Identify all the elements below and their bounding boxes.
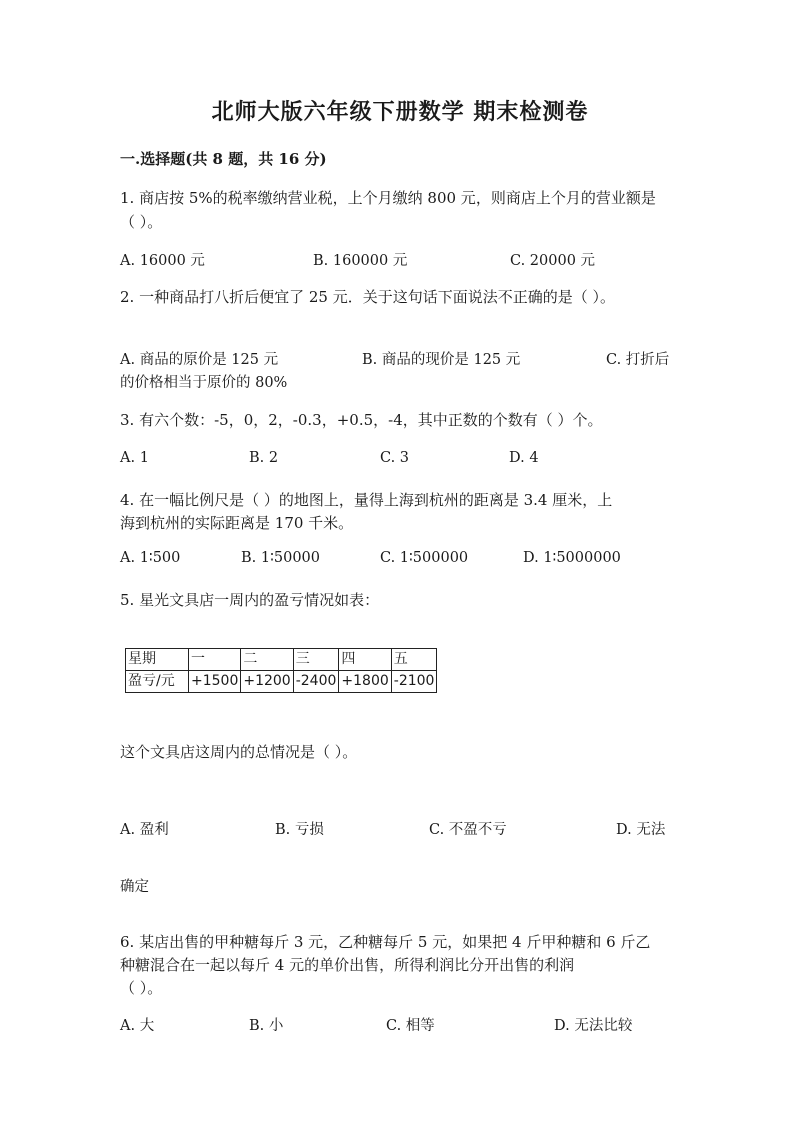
table-header-cell: 一 [189, 649, 241, 671]
table-header-cell: 二 [241, 649, 293, 671]
table-header-cell: 四 [339, 649, 391, 671]
question-3-option-d: D. 4 [509, 450, 539, 466]
question-5-option-b: B. 亏损 [275, 822, 324, 838]
table-cell: -2400 [293, 671, 339, 693]
question-4-line-1: 4. 在一幅比例尺是（ ）的地图上，量得上海到杭州的距离是 3.4 厘米，上 [120, 491, 613, 509]
question-4-option-d: D. 1∶5000000 [523, 550, 621, 566]
profit-loss-table [125, 648, 437, 693]
question-1-option-a: A. 16000 元 [120, 253, 205, 269]
question-3-option-a: A. 1 [120, 450, 149, 466]
question-1-option-c: C. 20000 元 [510, 253, 596, 269]
question-2-option-c-continued: 的价格相当于原价的 80% [120, 375, 288, 391]
table-row [126, 671, 437, 693]
question-5-option-d: D. 无法 [616, 822, 666, 838]
question-4-line-2: 海到杭州的实际距离是 170 千米。 [120, 514, 354, 532]
question-3-option-b: B. 2 [249, 450, 279, 466]
table-cell: -2100 [391, 671, 437, 693]
question-2-line-1: 2. 一种商品打八折后便宜了 25 元．关于这句话下面说法不正确的是（ ）。 [120, 288, 615, 306]
table-header-cell: 三 [293, 649, 339, 671]
question-6-line-2: 种糖混合在一起以每斤 4 元的单价出售，所得利润比分开出售的利润 [120, 956, 575, 974]
table-cell: 盈亏/元 [126, 671, 189, 693]
page-title: 北师大版六年级下册数学 期末检测卷 [211, 99, 589, 125]
question-6-option-c: C. 相等 [386, 1018, 435, 1034]
question-5-option-d-continued: 确定 [120, 879, 149, 895]
table-header-cell: 星期 [126, 649, 189, 671]
question-6-option-b: B. 小 [249, 1018, 284, 1034]
table-header-cell: 五 [391, 649, 437, 671]
question-2-option-b: B. 商品的现价是 125 元 [362, 352, 521, 368]
question-5-followup: 这个文具店这周内的总情况是（ ）。 [120, 743, 358, 761]
question-4-option-a: A. 1∶500 [120, 550, 181, 566]
question-5-option-c: C. 不盈不亏 [429, 822, 507, 838]
question-3-line-1: 3. 有六个数：-5，0，2，-0.3，+0.5，-4，其中正数的个数有（ ）个。 [120, 411, 603, 429]
question-2-option-a: A. 商品的原价是 125 元 [120, 352, 279, 368]
question-6-line-3: （ ）。 [120, 979, 163, 997]
question-5-option-a: A. 盈利 [120, 822, 169, 838]
question-2-option-c: C. 打折后 [606, 352, 670, 368]
question-6-line-1: 6. 某店出售的甲种糖每斤 3 元，乙种糖每斤 5 元，如果把 4 斤甲种糖和 6 斤乙 [120, 933, 651, 951]
question-1-line-2: （ ）。 [120, 213, 163, 231]
question-4-option-b: B. 1∶50000 [241, 550, 320, 566]
table-cell: +1500 [189, 671, 241, 693]
question-1-option-b: B. 160000 元 [313, 253, 408, 269]
table-header-row [126, 649, 437, 671]
question-6-option-a: A. 大 [120, 1018, 155, 1034]
question-1-line-1: 1. 商店按 5%的税率缴纳营业税，上个月缴纳 800 元，则商店上个月的营业额是 [120, 189, 656, 207]
section-heading: 一.选择题(共 8 题，共 16 分) [120, 150, 327, 168]
question-3-option-c: C. 3 [380, 450, 410, 466]
question-5-line-1: 5. 星光文具店一周内的盈亏情况如表： [120, 591, 380, 609]
table-cell: +1800 [339, 671, 391, 693]
question-6-option-d: D. 无法比较 [554, 1018, 633, 1034]
question-4-option-c: C. 1∶500000 [380, 550, 469, 566]
table-cell: +1200 [241, 671, 293, 693]
